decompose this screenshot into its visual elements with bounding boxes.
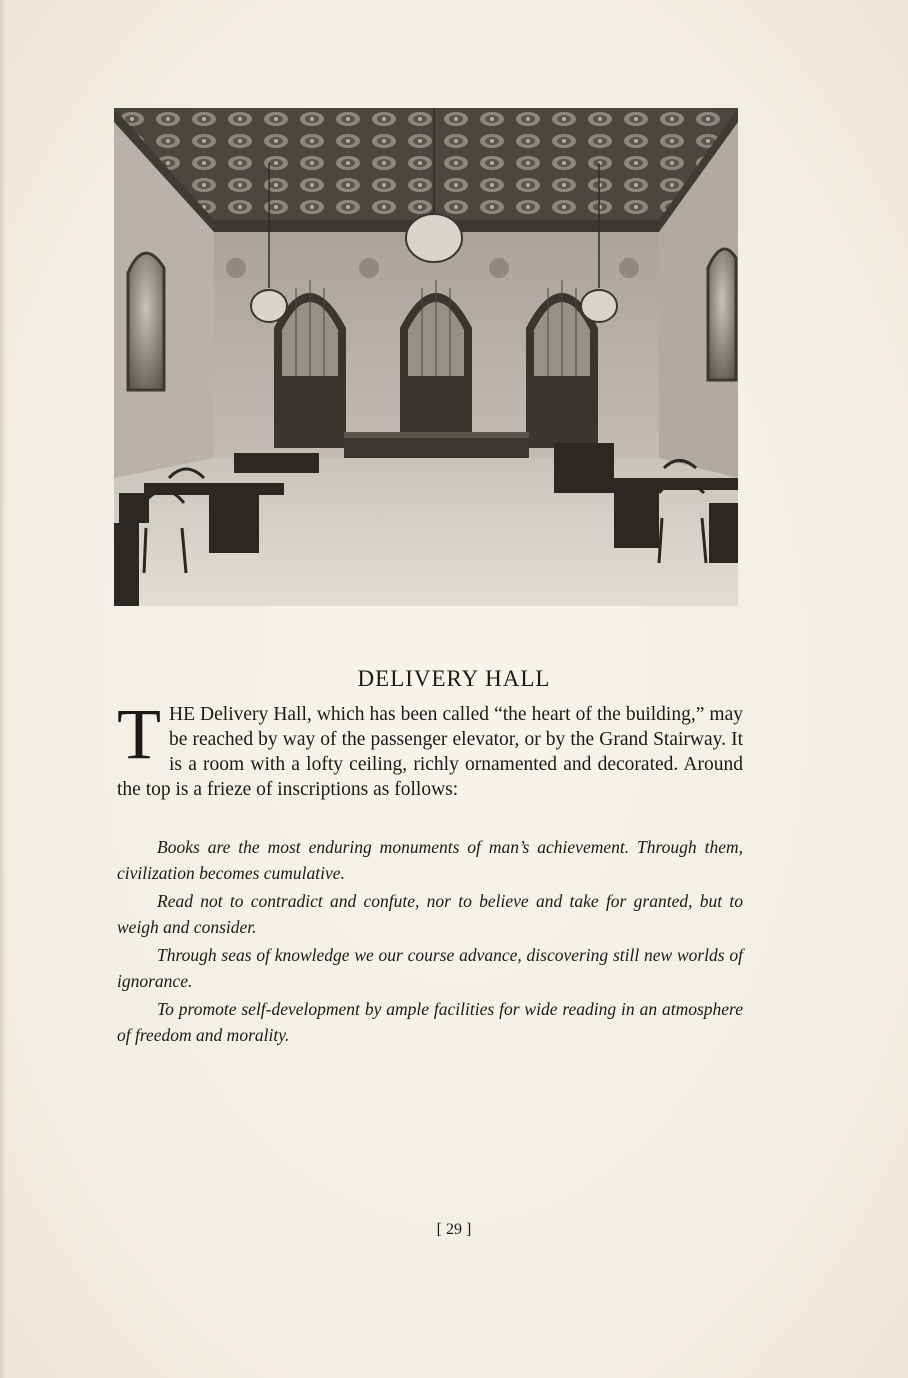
delivery-hall-photograph <box>114 108 738 606</box>
inscription: To promote self-development by ample facilities for wide reading in an atmosphere of freedom and morality. <box>117 999 743 1045</box>
inscription: Through seas of knowledge we our course advance, discovering still new worlds of ignorance. <box>117 945 743 991</box>
intro-paragraph <box>117 694 743 802</box>
section-title: DELIVERY HALL <box>357 666 551 691</box>
intro-text: HE Delivery Hall, which has been called “the heart of the building,” may be reached by way of the passenger elevator, or by the Grand Stairway. It is a room with a lofty ceiling, richly ornamented and decorated. Around the top is a frieze of inscriptions as follows: <box>117 704 743 800</box>
inscription: Read not to contradict and confute, nor to believe and take for granted, but to weigh and consider. <box>117 891 743 937</box>
page-number: [ 29 ] <box>436 1221 472 1238</box>
drop-cap: T <box>117 694 161 774</box>
inscription: Books are the most enduring monuments of man’s achievement. Through them, civilization becomes cumulative. <box>117 837 743 883</box>
